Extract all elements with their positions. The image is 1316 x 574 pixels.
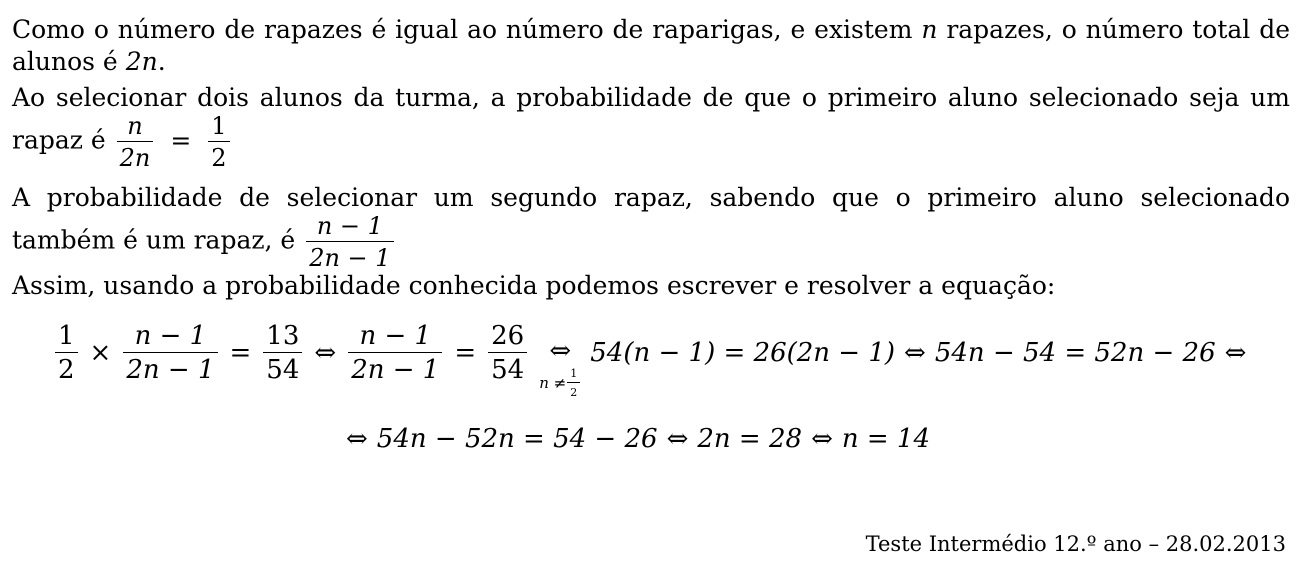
equation-line-2 [337, 424, 1290, 454]
eq1-fraction-1: $\frac{1}{2}$ [55, 323, 78, 383]
equivalence-icon: ⇔ [811, 424, 833, 454]
fraction-n-over-2n: $\frac{n}{2n}$ [117, 114, 154, 170]
eq2-expression-2: 2n = 28 [697, 424, 803, 454]
conditional-equivalence [539, 336, 581, 398]
solution-text [12, 14, 1290, 454]
eq2-expression-1: 54n − 52n = 54 − 26 [376, 424, 658, 454]
fraction-conditional: $\frac{n - 1}{2n - 1}$ [306, 214, 393, 270]
equivalence-icon: ⇔ [346, 424, 368, 454]
equivalence-icon: ⇔ [666, 424, 689, 454]
condition-n-not-half: n ≠ $\frac{1}{2}$ [539, 368, 581, 398]
total-students-value: 2n [125, 47, 158, 76]
equation-line-1: $\frac{1}{2}$ × $\frac{n - 1}{2n - 1}$ = $\frac{13}{54}$ ⇔ $\frac{n - 1}{2n - 1}$ = $\frac{26}{54}$ ⇔ n ≠ $\frac{1}{2}$ 54(n − 1) = 26(2n − 1) ⇔ 54n − 54 = 52n − 26 ⇔ [52, 322, 1290, 384]
equivalence-icon: ⇔ [549, 336, 572, 366]
source-citation: Teste Intermédio 12.º ano – 28.02.2013 [865, 532, 1286, 556]
eq1-fraction-3: $\frac{13}{54}$ [263, 323, 302, 383]
equivalence-icon: ⇔ [904, 338, 926, 368]
fraction-one-half: $\frac{1}{2}$ [208, 114, 229, 170]
eq1-expression-1: 54(n − 1) = 26(2n − 1) [590, 338, 896, 368]
paragraph-total-students: Como o número de rapazes é igual ao número de raparigas, e existem n rapazes, o número total de alunos é 2n. [12, 15, 1290, 76]
eq1-expression-2: 54n − 54 = 52n − 26 [934, 338, 1216, 368]
paragraph-second-boy-probability: A probabilidade de selecionar um segundo rapaz, sabendo que o primeiro aluno selecionado também é um rapaz, é $\frac{n - 1}{2n - 1}$ [12, 183, 1290, 272]
eq1-fraction-4: $\frac{n - 1}{2n - 1}$ [348, 323, 442, 383]
equivalence-icon: ⇔ [1224, 338, 1247, 368]
equivalence-icon: ⇔ [314, 338, 337, 368]
variable-n: n [921, 15, 938, 44]
eq1-fraction-2: $\frac{n - 1}{2n - 1}$ [123, 323, 217, 383]
eq2-result: n = 14 [841, 424, 931, 454]
eq1-fraction-5: $\frac{26}{54}$ [488, 323, 527, 383]
paragraph-first-boy-probability: Ao selecionar dois alunos da turma, a probabilidade de que o primeiro aluno selecionado seja um rapaz é $\frac{n}{2n}$ = $\frac{1}{2}$ [12, 83, 1290, 172]
paragraph-equation-intro: Assim, usando a probabilidade conhecida podemos escrever e resolver a equação: [12, 271, 1056, 300]
